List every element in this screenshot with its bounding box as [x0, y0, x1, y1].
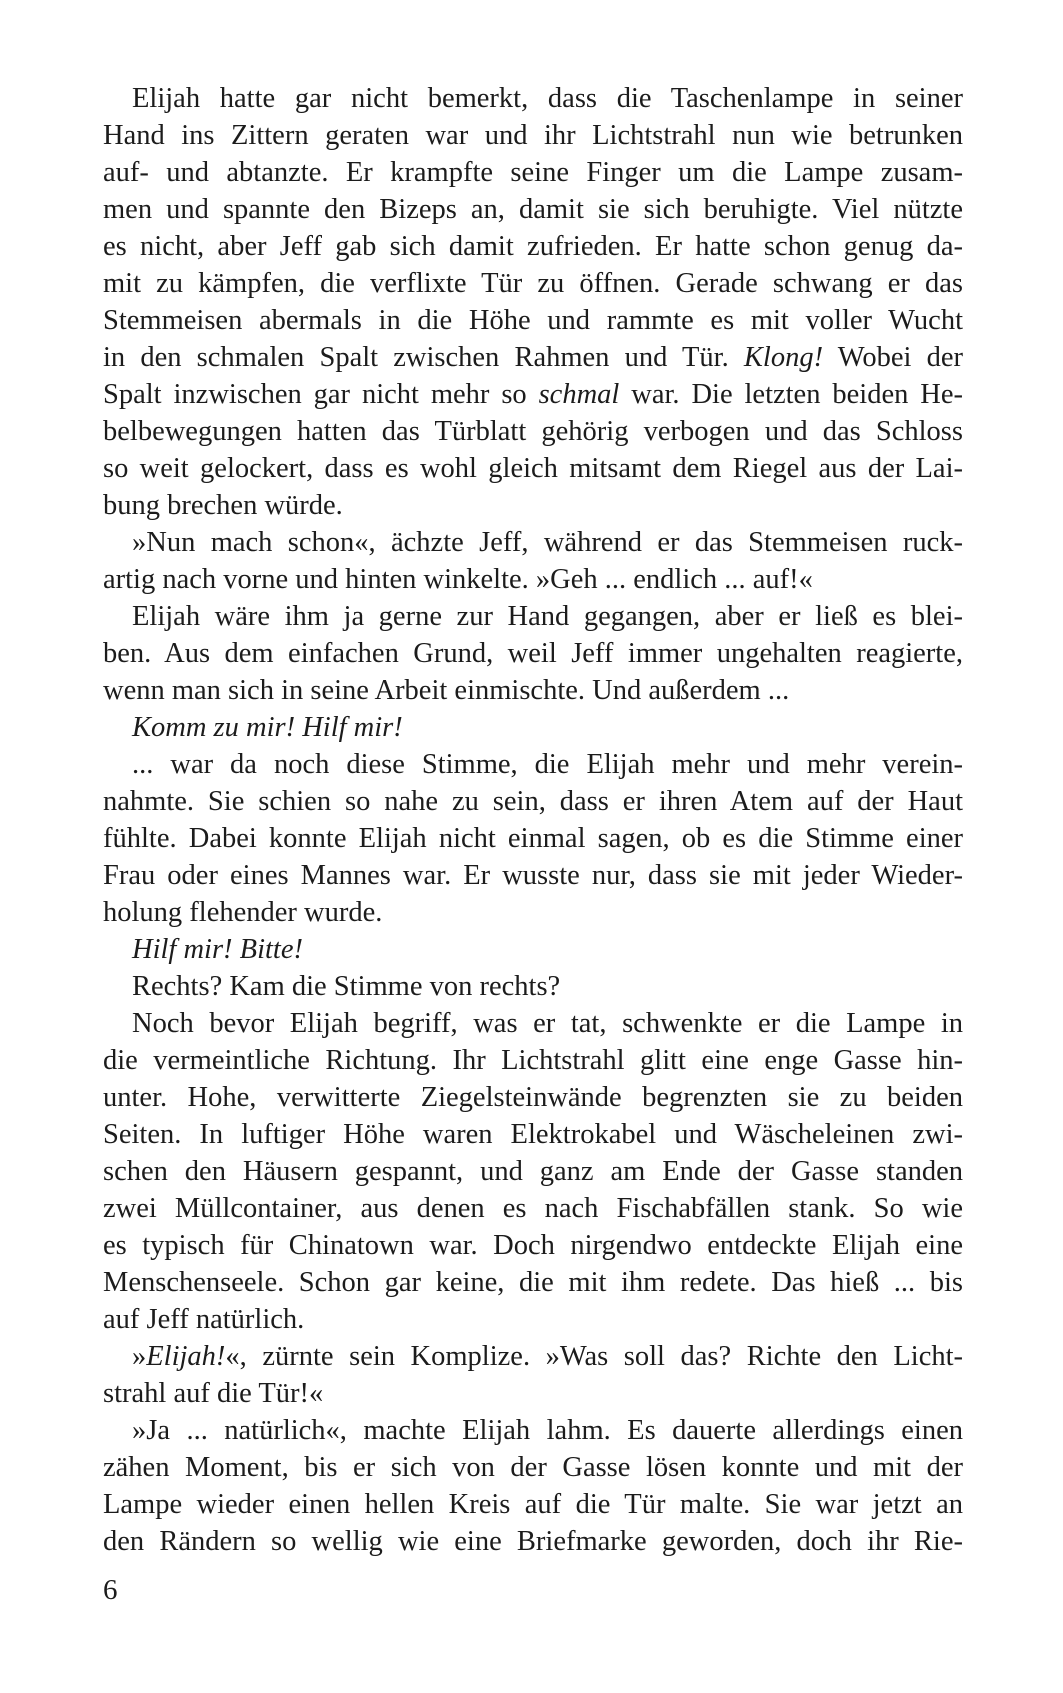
text-run: zähen Moment, bis er sich von der Gasse lösen konnte und mit der — [103, 1452, 963, 1483]
text-run: unter. Hohe, verwitterte Ziegelsteinwände begrenzten sie zu beiden — [103, 1082, 963, 1113]
text-line — [103, 1264, 963, 1301]
text-line — [103, 1190, 963, 1227]
text-run: holung flehender wurde. — [103, 897, 383, 928]
text-line — [103, 894, 963, 931]
text-run: Menschenseele. Schon gar keine, die mit ihm redete. Das hieß ... bis — [103, 1267, 963, 1298]
text-line — [103, 598, 963, 635]
text-line — [103, 820, 963, 857]
text-line — [103, 1486, 963, 1523]
text-run: auf- und abtanzte. Er krampfte seine Finger um die Lampe zusam- — [103, 157, 963, 188]
text-run: ben. Aus dem einfachen Grund, weil Jeff immer ungehalten reagierte, — [103, 638, 963, 669]
text-run: auf Jeff natürlich. — [103, 1304, 305, 1335]
page-number: 6 — [103, 1574, 118, 1606]
text-run: Elijah hatte gar nicht bemerkt, dass die Taschenlampe in seiner — [132, 83, 963, 114]
text-line — [103, 1523, 963, 1560]
text-line — [103, 857, 963, 894]
text-line — [103, 561, 963, 598]
text-line — [103, 1375, 963, 1412]
text-run: »Nun mach schon«, ächzte Jeff, während er das Stemmeisen ruck- — [132, 527, 963, 558]
text-run: schen den Häusern gespannt, und ganz am Ende der Gasse standen — [103, 1156, 963, 1187]
italic-text: Elijah! — [146, 1341, 226, 1372]
text-line — [103, 302, 963, 339]
text-line — [103, 1079, 963, 1116]
text-run: Wobei der — [823, 342, 963, 373]
text-run: in den schmalen Spalt zwischen Rahmen und Tür. — [103, 342, 744, 373]
text-line — [103, 524, 963, 561]
text-line — [103, 1042, 963, 1079]
text-run: Spalt inzwischen gar nicht mehr so — [103, 379, 539, 410]
text-run: Hand ins Zittern geraten war und ihr Lichtstrahl nun wie betrunken — [103, 120, 963, 151]
text-line — [103, 1227, 963, 1264]
text-line — [103, 783, 963, 820]
text-line — [103, 265, 963, 302]
text-run: » — [132, 1341, 147, 1372]
italic-text: Hilf mir! Bitte! — [132, 934, 303, 965]
text-run: Rechts? Kam die Stimme von rechts? — [132, 971, 561, 1002]
body-text — [103, 80, 963, 1560]
text-run: den Rändern so wellig wie eine Briefmarke geworden, doch ihr Rie- — [103, 1526, 963, 1557]
text-line — [103, 1116, 963, 1153]
text-run: «, zürnte sein Komplize. »Was soll das? Richte den Licht- — [225, 1341, 963, 1372]
text-run: bung brechen würde. — [103, 490, 343, 521]
text-line — [103, 154, 963, 191]
text-run: es typisch für Chinatown war. Doch nirgendwo entdeckte Elijah eine — [103, 1230, 963, 1261]
italic-text: Klong! — [743, 342, 824, 373]
text-line — [103, 191, 963, 228]
text-line — [103, 487, 963, 524]
text-line — [103, 1153, 963, 1190]
text-line — [103, 376, 963, 413]
text-run: zwei Müllcontainer, aus denen es nach Fischabfällen stank. So wie — [103, 1193, 963, 1224]
text-run: mit zu kämpfen, die verflixte Tür zu öffnen. Gerade schwang er das — [103, 268, 963, 299]
text-run: Lampe wieder einen hellen Kreis auf die Tür malte. Sie war jetzt an — [103, 1489, 963, 1520]
text-line — [103, 635, 963, 672]
text-run: die vermeintliche Richtung. Ihr Lichtstrahl glitt eine enge Gasse hin- — [103, 1045, 963, 1076]
text-line — [103, 1412, 963, 1449]
text-line — [103, 117, 963, 154]
text-run: belbewegungen hatten das Türblatt gehörig verbogen und das Schloss — [103, 416, 963, 447]
text-run: men und spannte den Bizeps an, damit sie sich beruhigte. Viel nützte — [103, 194, 963, 225]
text-line — [103, 339, 963, 376]
text-line — [103, 228, 963, 265]
text-run: Seiten. In luftiger Höhe waren Elektrokabel und Wäscheleinen zwi- — [103, 1119, 963, 1150]
text-run: Stemmeisen abermals in die Höhe und rammte es mit voller Wucht — [103, 305, 963, 336]
text-run: »Ja ... natürlich«, machte Elijah lahm. Es dauerte allerdings einen — [132, 1415, 963, 1446]
text-run: Frau oder eines Mannes war. Er wusste nur, dass sie mit jeder Wieder- — [103, 860, 963, 891]
text-run: so weit gelockert, dass es wohl gleich mitsamt dem Riegel aus der Lai- — [103, 453, 963, 484]
text-run: fühlte. Dabei konnte Elijah nicht einmal sagen, ob es die Stimme einer — [103, 823, 963, 854]
text-run: Noch bevor Elijah begriff, was er tat, schwenkte er die Lampe in — [132, 1008, 963, 1039]
text-line — [103, 1449, 963, 1486]
text-run: Elijah wäre ihm ja gerne zur Hand gegangen, aber er ließ es blei- — [132, 601, 963, 632]
text-run: war. Die letzten beiden He- — [619, 379, 963, 410]
text-line — [103, 80, 963, 117]
text-line — [103, 413, 963, 450]
text-run: nahmte. Sie schien so nahe zu sein, dass er ihren Atem auf der Haut — [103, 786, 963, 817]
text-line — [103, 968, 963, 1005]
italic-text: schmal — [538, 379, 620, 410]
text-line — [103, 450, 963, 487]
text-line — [103, 672, 963, 709]
text-run: ... war da noch diese Stimme, die Elijah mehr und mehr verein- — [132, 749, 963, 780]
text-line — [103, 746, 963, 783]
text-run: es nicht, aber Jeff gab sich damit zufrieden. Er hatte schon genug da- — [103, 231, 963, 262]
text-run: wenn man sich in seine Arbeit einmischte. Und außerdem ... — [103, 675, 790, 706]
text-line — [103, 931, 963, 968]
italic-text: Komm zu mir! Hilf mir! — [132, 712, 403, 743]
text-line — [103, 709, 963, 746]
text-line — [103, 1338, 963, 1375]
text-run: artig nach vorne und hinten winkelte. »Geh ... endlich ... auf!« — [103, 564, 813, 595]
text-run: strahl auf die Tür!« — [103, 1378, 324, 1409]
text-line — [103, 1005, 963, 1042]
text-line — [103, 1301, 963, 1338]
